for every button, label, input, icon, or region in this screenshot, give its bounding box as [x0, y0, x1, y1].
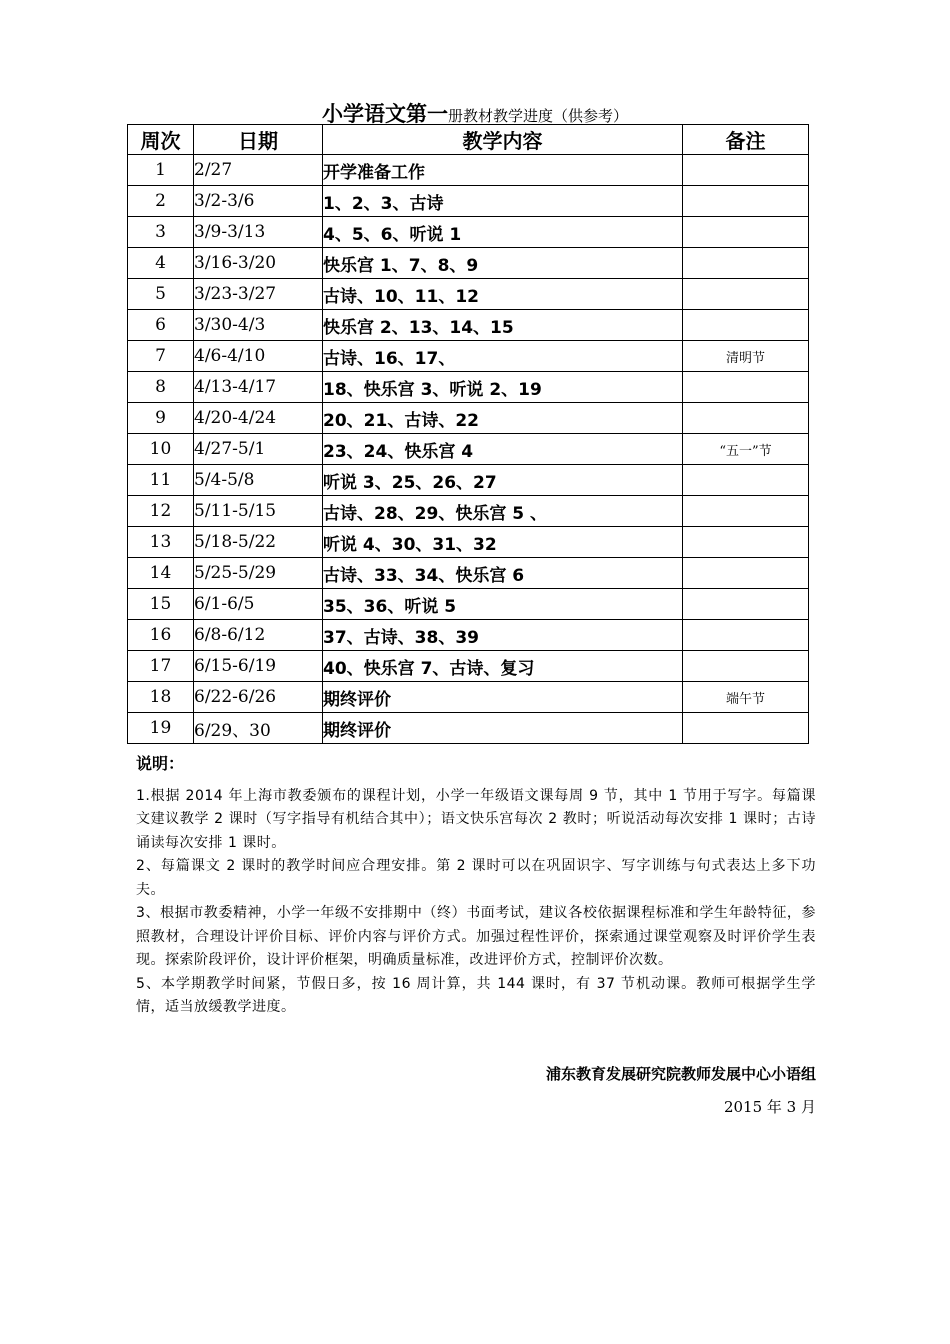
- note-cell: [683, 620, 809, 651]
- date-cell: 5/25-5/29: [194, 558, 323, 589]
- content-cell: 20、21、古诗、22: [323, 403, 683, 434]
- content-cell: 1、2、3、古诗: [323, 186, 683, 217]
- date-cell: 6/1-6/5: [194, 589, 323, 620]
- note-cell: [683, 713, 809, 744]
- table-row: [128, 682, 809, 713]
- notes-section: [136, 752, 816, 1020]
- week-cell: 7: [128, 341, 194, 372]
- content-cell: 开学准备工作: [323, 155, 683, 186]
- content-cell: 快乐宫 2、13、14、15: [323, 310, 683, 341]
- week-cell: 10: [128, 434, 194, 465]
- table-row: [128, 217, 809, 248]
- date-cell: 6/29、30: [194, 713, 323, 744]
- content-cell: 听说 3、25、26、27: [323, 465, 683, 496]
- week-cell: 2: [128, 186, 194, 217]
- date-cell: 3/30-4/3: [194, 310, 323, 341]
- table-row: [128, 651, 809, 682]
- note-cell: [683, 403, 809, 434]
- table-row: [128, 434, 809, 465]
- week-cell: 4: [128, 248, 194, 279]
- week-cell: 6: [128, 310, 194, 341]
- date-cell: 5/4-5/8: [194, 465, 323, 496]
- note-cell: [683, 496, 809, 527]
- date-cell: 6/15-6/19: [194, 651, 323, 682]
- note-item: 3、根据市教委精神，小学一年级不安排期中（终）书面考试，建议各校依据课程标准和学生年龄特征，参照教材，合理设计评价目标、评价内容与评价方式。加强过程性评价，探索通过课堂观察及时评价学生表现。探索阶段评价，设计评价框架，明确质量标准，改进评价方式，控制评价次数。: [136, 905, 816, 968]
- content-cell: 古诗、33、34、快乐宫 6: [323, 558, 683, 589]
- note-cell: 清明节: [683, 341, 809, 372]
- date-cell: 2/27: [194, 155, 323, 186]
- content-cell: 期终评价: [323, 713, 683, 744]
- table-row: [128, 589, 809, 620]
- table-body: [128, 155, 809, 744]
- week-cell: 15: [128, 589, 194, 620]
- week-cell: 9: [128, 403, 194, 434]
- week-cell: 18: [128, 682, 194, 713]
- table-row: [128, 713, 809, 744]
- note-item: 1.根据 2014 年上海市教委颁布的课程计划，小学一年级语文课每周 9 节，其中 1 节用于写字。每篇课文建议教学 2 课时（写字指导有机结合其中）；语文快乐宫每次 2 教时；听说活动每次安排 1 课时；古诗诵读每次安排 1 课时。: [136, 787, 816, 851]
- note-cell: [683, 155, 809, 186]
- table-row: [128, 248, 809, 279]
- week-cell: 12: [128, 496, 194, 527]
- note-cell: [683, 248, 809, 279]
- week-cell: 14: [128, 558, 194, 589]
- table-row: [128, 558, 809, 589]
- date-cell: 6/22-6/26: [194, 682, 323, 713]
- note-cell: [683, 558, 809, 589]
- date-cell: 6/8-6/12: [194, 620, 323, 651]
- table-row: [128, 527, 809, 558]
- date-cell: 4/20-4/24: [194, 403, 323, 434]
- date-cell: 4/13-4/17: [194, 372, 323, 403]
- table-row: [128, 341, 809, 372]
- table-row: [128, 186, 809, 217]
- date-cell: 5/11-5/15: [194, 496, 323, 527]
- table-row: [128, 403, 809, 434]
- content-cell: 23、24、快乐宫 4: [323, 434, 683, 465]
- note-cell: [683, 651, 809, 682]
- table-row: [128, 465, 809, 496]
- note-cell: [683, 527, 809, 558]
- table-header-row: [128, 125, 809, 155]
- week-cell: 13: [128, 527, 194, 558]
- header-date: 日期: [194, 125, 323, 155]
- title-main: 小学语文第一: [321, 102, 448, 126]
- week-cell: 8: [128, 372, 194, 403]
- table-row: [128, 372, 809, 403]
- week-cell: 3: [128, 217, 194, 248]
- document-date: 2015 年 3 月: [723, 1098, 816, 1116]
- week-cell: 5: [128, 279, 194, 310]
- content-cell: 18、快乐宫 3、听说 2、19: [323, 372, 683, 403]
- table-row: [128, 496, 809, 527]
- table-row: [128, 310, 809, 341]
- content-cell: 40、快乐宫 7、古诗、复习: [323, 651, 683, 682]
- note-cell: 端午节: [683, 682, 809, 713]
- notes-heading: 说明：: [136, 754, 185, 773]
- title-sub: 册教材教学进度（供参考）: [447, 107, 628, 125]
- table-row: [128, 620, 809, 651]
- date-cell: 4/6-4/10: [194, 341, 323, 372]
- week-cell: 16: [128, 620, 194, 651]
- week-cell: 19: [128, 713, 194, 744]
- content-cell: 古诗、10、11、12: [323, 279, 683, 310]
- content-cell: 4、5、6、听说 1: [323, 217, 683, 248]
- table-row: [128, 155, 809, 186]
- date-cell: 3/23-3/27: [194, 279, 323, 310]
- note-cell: [683, 279, 809, 310]
- signature: 浦东教育发展研究院教师发展中心小语组: [545, 1065, 816, 1083]
- date-cell: 3/2-3/6: [194, 186, 323, 217]
- date-cell: 3/9-3/13: [194, 217, 323, 248]
- schedule-table: [127, 124, 809, 744]
- note-cell: [683, 186, 809, 217]
- header-note: 备注: [683, 125, 809, 155]
- table-row: [128, 279, 809, 310]
- note-item: 2、每篇课文 2 课时的教学时间应合理安排。第 2 课时可以在巩固识字、写字训练与句式表达上多下功夫。: [136, 858, 816, 898]
- note-cell: [683, 589, 809, 620]
- content-cell: 37、古诗、38、39: [323, 620, 683, 651]
- content-cell: 期终评价: [323, 682, 683, 713]
- content-cell: 快乐宫 1、7、8、9: [323, 248, 683, 279]
- note-cell: [683, 465, 809, 496]
- note-cell: [683, 217, 809, 248]
- note-item: 5、本学期教学时间紧，节假日多，按 16 周计算，共 144 课时，有 37 节机动课。教师可根据学生学情，适当放缓教学进度。: [136, 975, 816, 1015]
- content-cell: 听说 4、30、31、32: [323, 527, 683, 558]
- note-cell: “五一”节: [683, 434, 809, 465]
- week-cell: 11: [128, 465, 194, 496]
- content-cell: 古诗、28、29、快乐宫 5 、: [323, 496, 683, 527]
- content-cell: 35、36、听说 5: [323, 589, 683, 620]
- date-cell: 4/27-5/1: [194, 434, 323, 465]
- week-cell: 1: [128, 155, 194, 186]
- note-cell: [683, 310, 809, 341]
- date-cell: 3/16-3/20: [194, 248, 323, 279]
- header-content: 教学内容: [323, 125, 683, 155]
- content-cell: 古诗、16、17、: [323, 341, 683, 372]
- header-week: 周次: [128, 125, 194, 155]
- week-cell: 17: [128, 651, 194, 682]
- note-cell: [683, 372, 809, 403]
- date-cell: 5/18-5/22: [194, 527, 323, 558]
